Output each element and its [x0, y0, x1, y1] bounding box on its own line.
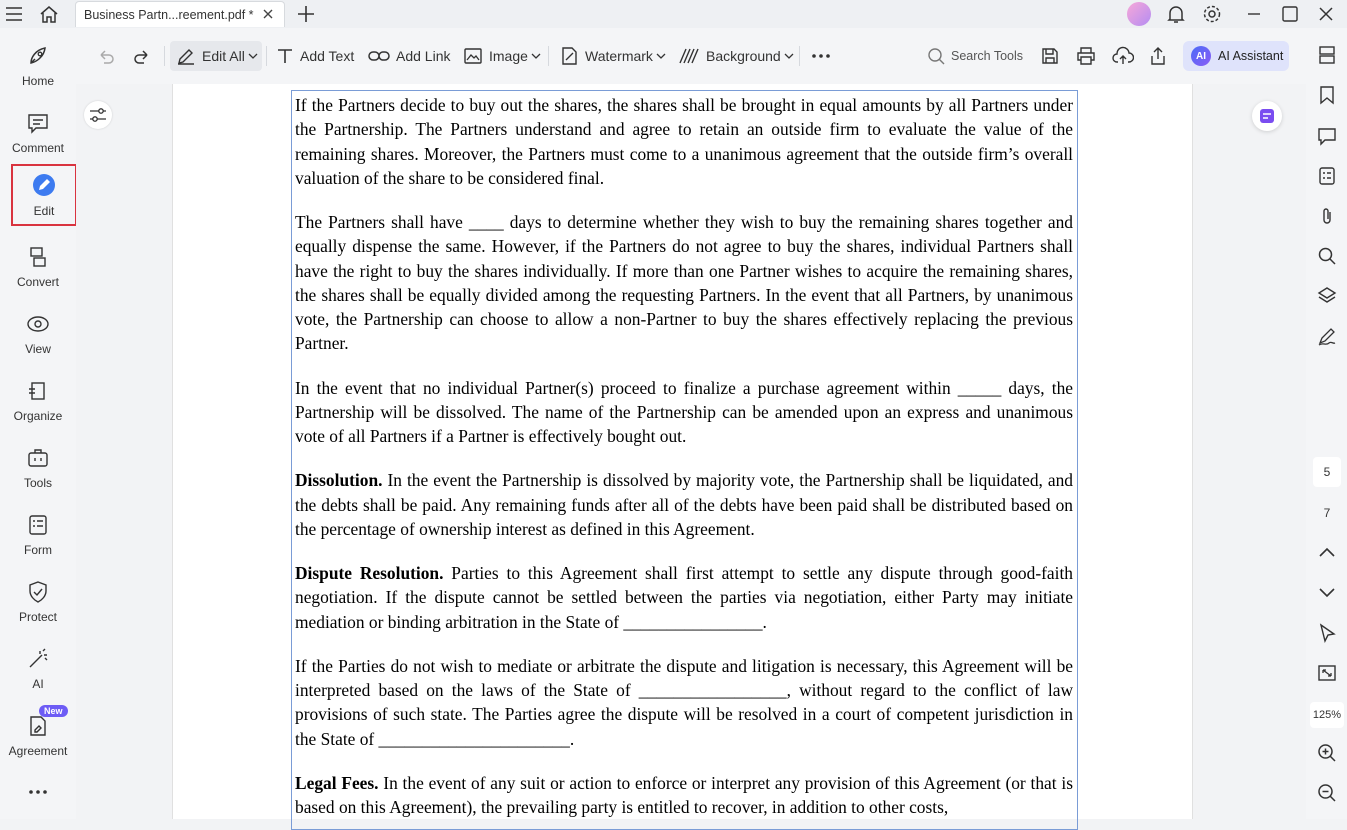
chevron-down-icon: [531, 52, 541, 60]
next-page-icon[interactable]: [1315, 581, 1339, 605]
select-cursor-icon[interactable]: [1315, 621, 1339, 645]
search-icon: [927, 47, 945, 65]
sidebar-label-convert: Convert: [16, 275, 60, 289]
thumbnails-icon[interactable]: [1315, 43, 1339, 67]
sidebar-item-home[interactable]: [0, 36, 76, 98]
right-sidebar: [1306, 28, 1347, 819]
save-icon[interactable]: [1040, 44, 1066, 68]
paragraph: If the Partners decide to buy out the shares, the shares shall be brought in equal amounts by all Partners under the Partnership. The Partners understand and agree to retain an outside firm to evaluate the value of the remaining shares. Moreover, the Partners must come to a unanimous agreement that the outside firm’s overall valuation of the share to be considered final.: [295, 95, 1073, 188]
paragraph: The Partners shall have ____ days to determine whether they wish to buy the remaining shares together and equally dispense the same. However, if the Partners do not agree to buy the shares, individual Partners shall have the right to buy the shares individually. If more than one Partner wishes to acquire the remaining shares, the shares shall be equally divided among the requesting Partners. In the event that all Partners, by unanimous vote, the Partnership can choose to allow a non-Partner to buy the shares effectively replacing the previous Partner.: [295, 211, 1073, 354]
left-sidebar: [0, 28, 76, 819]
new-tab-icon[interactable]: [294, 2, 318, 26]
search-icon[interactable]: [1315, 244, 1339, 268]
edit-icon: [31, 172, 57, 198]
total-pages: 7: [1323, 506, 1331, 520]
convert-icon: [26, 245, 50, 269]
sidebar-item-view[interactable]: [0, 304, 76, 366]
zoom-in-icon[interactable]: [1315, 741, 1339, 765]
paragraph: Legal Fees. In the event of any suit or action to enforce or interpret any provision of this Agreement (or that is based on this Agreement), the prevailing party is entitled to recover, in addition to other costs,: [295, 772, 1073, 817]
sidebar-item-convert[interactable]: [0, 237, 76, 299]
agreement-icon: [26, 714, 50, 738]
background-icon: [678, 47, 700, 65]
title-bar: [0, 0, 1347, 28]
paragraph: In the event that no individual Partner(s) proceed to finalize a purchase agreement within _____ days, the Partnership will be dissolved. The name of the Partnership can be amended upon an express and unanimous vote of all Partners if a Partner is effectively bought out.: [295, 377, 1073, 447]
share-icon[interactable]: [1148, 44, 1174, 68]
minimize-icon[interactable]: [1242, 2, 1266, 26]
background-label: Background: [706, 48, 781, 64]
close-window-icon[interactable]: [1314, 2, 1338, 26]
pencil-icon: [176, 46, 196, 66]
sidebar-label-organize: Organize: [13, 409, 63, 423]
section-heading: Dispute Resolution.: [295, 562, 444, 583]
attachment-icon[interactable]: [1315, 204, 1339, 228]
chevron-down-icon: [248, 52, 258, 60]
shield-icon: [26, 580, 50, 604]
layers-icon[interactable]: [1315, 284, 1339, 308]
bell-icon[interactable]: [1164, 2, 1188, 26]
document-viewport[interactable]: [76, 84, 1306, 819]
watermark-button[interactable]: [559, 44, 672, 68]
edit-toolbar: [76, 28, 1306, 84]
paragraph: If the Parties do not wish to mediate or arbitrate the dispute and litigation is necessary, this Agreement will be interpreted based on the laws of the State of _________________, without regard to the conflict of law provisions of such state. The Parties agree the dispute will be resolved in a court of competent jurisdiction in the State of ______________________.: [295, 655, 1073, 749]
sidebar-label-protect: Protect: [18, 610, 57, 624]
sidebar-label-tools: Tools: [23, 476, 52, 490]
background-button[interactable]: [678, 44, 800, 68]
sidebar-item-form[interactable]: [0, 505, 76, 567]
close-tab-icon[interactable]: [260, 6, 276, 25]
edit-all-label: Edit All: [202, 48, 245, 64]
sidebar-label-home: Home: [21, 74, 54, 88]
fit-page-icon[interactable]: [1315, 661, 1339, 685]
eye-icon: [26, 312, 50, 336]
chevron-down-icon: [656, 52, 666, 60]
form-fields-icon[interactable]: [1315, 164, 1339, 188]
image-label: Image: [489, 48, 528, 64]
pdf-page: [172, 84, 1193, 819]
signature-icon[interactable]: [1315, 324, 1339, 348]
avatar[interactable]: [1127, 2, 1151, 26]
print-icon[interactable]: [1076, 44, 1102, 68]
image-button[interactable]: [463, 44, 547, 68]
section-heading: Legal Fees.: [295, 772, 379, 793]
section-heading: Dissolution.: [295, 470, 383, 491]
comment-icon: [26, 111, 50, 135]
cloud-upload-icon[interactable]: [1112, 44, 1140, 68]
sidebar-label-ai: AI: [32, 677, 44, 691]
more-icon[interactable]: [26, 784, 50, 805]
sidebar-item-comment[interactable]: [0, 103, 76, 165]
floating-assistant-icon[interactable]: [1252, 101, 1282, 131]
document-tab[interactable]: [75, 1, 285, 27]
redo-icon[interactable]: [132, 44, 158, 68]
add-link-label: Add Link: [396, 48, 451, 64]
sidebar-label-agreement: Agreement: [8, 744, 68, 758]
more-options-icon[interactable]: [810, 44, 838, 68]
sidebar-item-edit[interactable]: [11, 164, 77, 226]
sidebar-item-tools[interactable]: [0, 438, 76, 500]
search-tools-placeholder: Search Tools: [951, 49, 1024, 63]
settings-gear-icon[interactable]: [1200, 2, 1224, 26]
zoom-level[interactable]: 125%: [1310, 702, 1344, 728]
adjust-settings-icon[interactable]: [84, 101, 112, 129]
sidebar-item-protect[interactable]: [0, 572, 76, 634]
ai-assistant-icon: AI: [1191, 46, 1211, 66]
organize-icon: [26, 379, 50, 403]
current-page-indicator[interactable]: 5: [1313, 457, 1341, 487]
paragraph: Dispute Resolution. Parties to this Agreement shall first attempt to settle any dispute through good-faith negotiation. If the dispute cannot be settled between the parties via negotiation, either Party may initiate mediation or binding arbitration in the State of ________________.: [295, 562, 1073, 632]
tab-title: Business Partn...reement.pdf *: [84, 7, 254, 22]
search-tools-field[interactable]: [927, 44, 1023, 68]
previous-page-icon[interactable]: [1315, 540, 1339, 564]
sidebar-item-ai[interactable]: [0, 639, 76, 701]
bookmark-icon[interactable]: [1315, 83, 1339, 107]
ai-assistant-label: AI Assistant: [1218, 49, 1284, 63]
chevron-down-icon: [784, 52, 794, 60]
comments-panel-icon[interactable]: [1315, 124, 1339, 148]
sidebar-label-edit: Edit: [33, 204, 55, 218]
magic-wand-icon: [26, 647, 50, 671]
watermark-label: Watermark: [585, 48, 653, 64]
link-icon: [368, 49, 390, 63]
zoom-out-icon[interactable]: [1315, 781, 1339, 805]
new-badge: New: [39, 705, 68, 717]
add-text-label: Add Text: [300, 48, 355, 64]
toolbox-icon: [26, 446, 50, 470]
undo-icon[interactable]: [96, 44, 122, 68]
ai-assistant-button[interactable]: [1183, 41, 1289, 71]
text-icon: [276, 47, 294, 65]
sidebar-label-form: Form: [24, 543, 52, 557]
edit-all-control[interactable]: [176, 44, 264, 68]
add-link-button[interactable]: [368, 44, 450, 68]
image-icon: [463, 47, 483, 65]
sidebar-item-organize[interactable]: [0, 371, 76, 433]
editable-text-block[interactable]: [291, 90, 1078, 830]
home-icon[interactable]: [37, 2, 61, 26]
form-icon: [26, 513, 50, 537]
sidebar-label-comment: Comment: [11, 141, 64, 155]
rocket-icon: [26, 44, 50, 68]
menu-icon[interactable]: [2, 2, 26, 26]
maximize-icon[interactable]: [1278, 2, 1302, 26]
add-text-button[interactable]: [276, 44, 354, 68]
paragraph: Dissolution. In the event the Partnership is dissolved by majority vote, the Partnership shall be liquidated, and the debts shall be paid. Any remaining funds after all of the debts have been paid shall be distributed based on the percentage of ownership interest as defined in this Agreement.: [295, 470, 1073, 539]
watermark-icon: [559, 46, 579, 66]
sidebar-label-view: View: [25, 342, 51, 356]
